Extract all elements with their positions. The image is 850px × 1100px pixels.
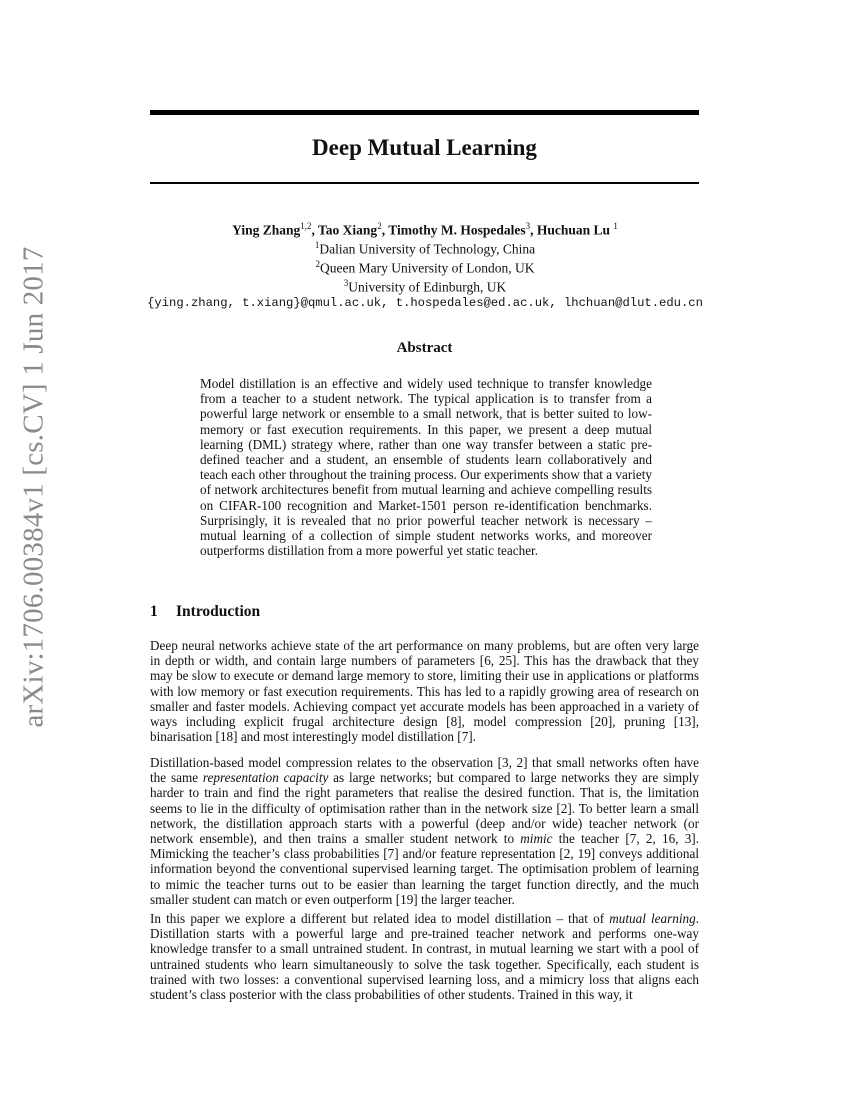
section-heading — [150, 603, 260, 621]
affiliation-mark: 3 — [343, 278, 349, 288]
text-run: . Distillation starts with a powerful large and pre-trained teacher network and performs one-way knowledge transfer to a small untrained student. In contrast, in mutual learning we start with a pool of untrained students who learn simultaneously to solve the task together. Specifically, each student is trained with two losses: a conventional supervised learning loss, and a mimicry loss that aligns each student’s class posterior with the class probabilities of other students. Trained in this way, it — [150, 911, 699, 1003]
emphasis: mimic — [520, 831, 553, 847]
author-name: Huchuan Lu — [536, 222, 611, 238]
affiliation-mark: 2 — [315, 259, 321, 269]
author-affiliation-mark: 2 — [377, 221, 382, 231]
text-run: In this paper we explore a different but related idea to model distillation – that of — [150, 911, 610, 926]
abstract-text: Model distillation is an effective and widely used technique to transfer knowledge from a teacher to a student network. The typical application is to transfer from a powerful large network or ensemble to a small network, that is better suited to low-memory or fast execution requirements. In this paper, we present a deep mutual learning (DML) strategy where, rather than one way transfer between a static pre-defined teacher and a student, an ensemble of students learn collaboratively and teach each other throughout the training process. Our experiments show that a variety of network architectures benefit from mutual learning and achieve compelling results on CIFAR-100 recognition and Market-1501 person re-identification benchmarks. Surprisingly, it is revealed that no prior powerful teacher network is necessary – mutual learning of a collection of simple student networks works, and moreover outperforms distillation from a more powerful yet static teacher. — [200, 376, 652, 559]
intro-paragraph-2 — [150, 755, 699, 907]
arxiv-stamp — [4, 0, 64, 1100]
emphasis: mutual learning — [609, 911, 696, 926]
section-number: 1 — [150, 603, 158, 620]
author-name: Timothy M. Hospedales — [388, 222, 526, 238]
author-block — [130, 219, 720, 312]
author-name: Ying Zhang — [232, 222, 301, 238]
text-run: as large networks; but compared to large networks they are simply harder to train and find the right parameters that realise the desired function. That is, the limitation seems to lie in the difficulty of optimisation rather than in the network size [2]. To better learn a small network, the distillation approach starts with a powerful (deep and/or wide) teacher network (or network ensemble), and then trains a smaller student network to — [150, 770, 699, 847]
affiliation — [130, 238, 720, 257]
author-affiliation-mark: 1,2 — [300, 221, 312, 231]
author-affiliation-mark: 1 — [613, 221, 618, 231]
emphasis: representation capacity — [202, 770, 329, 786]
affiliation — [130, 276, 720, 295]
affiliation-text: University of Edinburgh, UK — [348, 279, 507, 295]
title-bottom-rule — [150, 182, 699, 184]
arxiv-identifier: arXiv:1706.00384v1 [cs.CV] 1 Jun 2017 — [17, 246, 50, 728]
text-run: Distillation-based model compression relates to the observation [3, 2] that small networks often have the same — [150, 755, 699, 786]
intro-paragraph-1: Deep neural networks achieve state of the art performance on many problems, but are often very large in depth or width, and contain large numbers of parameters [6, 25]. This has the drawback that they may be slow to execute or demand large memory to store, limiting their use in applications or platforms with low memory or fast execution requirements. This has led to a rapidly growing area of research on smaller and faster models. Achieving compact yet accurate models has been approached in a variety of ways including explicit frugal architecture design [8], model compression [20], pruning [13], binarisation [18] and most interestingly model distillation [7]. — [150, 638, 699, 745]
author-list: Ying Zhang$^{1,2}$, Tao Xiang$^2$, Timothy M. Hospedales$^3$, Huchuan Lu $^1$ — [232, 221, 618, 238]
section-title: Introduction — [176, 603, 261, 620]
author-name: Tao Xiang — [318, 222, 378, 238]
affiliation-mark: 1 — [314, 240, 320, 250]
affiliation-text: Dalian University of Technology, China — [319, 241, 536, 257]
abstract-heading: Abstract — [396, 340, 453, 356]
paper-title: Deep Mutual Learning — [312, 135, 537, 160]
intro-paragraph-3 — [150, 911, 699, 1002]
affiliation-text: Queen Mary University of London, UK — [320, 260, 535, 276]
author-affiliation-mark: 3 — [525, 221, 531, 231]
author-emails: {ying.zhang, t.xiang}@qmul.ac.uk, t.hospedales@ed.ac.uk, lhchuan@dlut.edu.cn — [147, 296, 703, 310]
affiliation — [130, 257, 720, 276]
title-top-rule — [150, 110, 699, 115]
text-run: the teacher [7, 2, 16, 3]. Mimicking the teacher’s class probabilities [7] and/or feature representation [2, 19] conveys additional information beyond the conventional supervised learning target. The optimisation problem of learning to mimic the teacher turns out to be easier than learning the target function directly, and the much smaller student can match or even outperform [19] the larger teacher. — [150, 831, 699, 907]
